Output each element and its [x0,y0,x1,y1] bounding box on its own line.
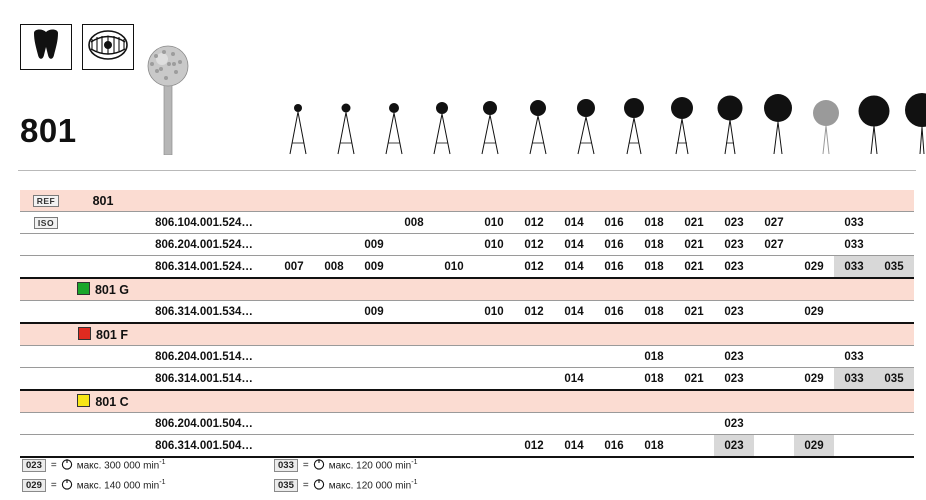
value-cell [714,190,754,212]
value-cell [754,256,794,279]
value-cell: 010 [474,234,514,256]
value-cell [354,278,394,301]
value-cell: 009 [354,234,394,256]
value-cell [314,346,354,368]
legend-equals: = [50,460,57,471]
value-cell: 014 [554,368,594,391]
value-cell [594,346,634,368]
value-cell: 018 [634,212,674,234]
value-cell [674,435,714,458]
value-cell [474,413,514,435]
spacer-cell [72,435,134,458]
value-cell [434,234,474,256]
value-cell: 014 [554,234,594,256]
value-cell [754,301,794,324]
value-cell [674,346,714,368]
value-cell [794,212,834,234]
iso-number: 806.314.001.504… [134,435,274,458]
tooth-icon [20,24,72,70]
bur-illustration-row [120,30,920,160]
value-cell [834,323,874,346]
value-cell [274,390,314,413]
value-cell [874,323,914,346]
value-cell [554,413,594,435]
value-cell [794,323,834,346]
ref-cell [20,368,72,391]
value-cell [554,190,594,212]
value-cell: 018 [634,435,674,458]
value-cell: 021 [674,212,714,234]
value-cell [674,390,714,413]
value-cell: 029 [794,256,834,279]
value-cell: 018 [634,368,674,391]
value-cell [794,346,834,368]
value-cell: 027 [754,212,794,234]
value-cell [874,234,914,256]
value-cell [474,323,514,346]
value-cell [394,346,434,368]
value-cell [834,435,874,458]
value-cell [674,278,714,301]
value-cell [474,435,514,458]
value-cell [434,368,474,391]
legend-equals: = [302,460,309,471]
ref-cell [20,346,72,368]
value-cell [514,413,554,435]
value-cell [354,346,394,368]
value-cell [394,190,434,212]
spacer-cell [72,212,134,234]
legend-code: 033 [274,459,298,472]
value-cell: 023 [714,234,754,256]
value-cell: 018 [634,234,674,256]
value-cell [554,390,594,413]
value-cell [754,368,794,391]
speed-icon [61,458,73,473]
value-cell [634,390,674,413]
value-cell [754,413,794,435]
group-name: 801 G [94,283,130,297]
specs-table [20,190,914,458]
value-cell: 010 [474,212,514,234]
value-cell: 012 [514,256,554,279]
ref-cell [20,301,72,324]
iso-cell [134,190,274,212]
value-cell: 014 [554,256,594,279]
iso-number: 806.314.001.514… [134,368,274,391]
value-cell: 016 [594,256,634,279]
table-row [20,301,914,324]
value-cell [274,212,314,234]
value-cell [434,346,474,368]
value-cell [394,234,434,256]
value-cell [874,346,914,368]
ref-cell [20,390,72,413]
value-cell: 021 [674,368,714,391]
value-cell: 016 [594,234,634,256]
bur-item [659,93,705,160]
value-cell: 033 [834,234,874,256]
value-cell [554,323,594,346]
value-cell [794,413,834,435]
value-cell [514,278,554,301]
value-cell [514,190,554,212]
value-cell [434,435,474,458]
table-row [20,435,914,458]
value-cell [434,212,474,234]
value-cell [314,368,354,391]
value-cell [754,435,794,458]
specs-table-wrap [20,190,910,458]
group-header-row [20,390,914,413]
ref-cell [20,234,72,256]
value-cell [554,278,594,301]
value-cell: 012 [514,301,554,324]
value-cell [474,190,514,212]
value-cell [874,435,914,458]
value-cell [274,413,314,435]
spacer-cell [72,368,134,391]
color-swatch-icon [78,327,91,340]
value-cell: 014 [554,435,594,458]
value-cell [434,190,474,212]
table-row [20,368,914,391]
value-cell [354,435,394,458]
value-cell [794,390,834,413]
ref-cell [20,278,72,301]
value-cell [274,190,314,212]
value-cell [274,278,314,301]
value-cell [794,278,834,301]
legend-item [274,478,526,493]
value-cell [314,323,354,346]
value-cell [754,323,794,346]
iso-number: 806.314.001.524… [134,256,274,279]
value-cell [394,435,434,458]
value-cell: 021 [674,234,714,256]
group-name: 801 [92,193,114,208]
value-cell: 027 [754,234,794,256]
value-cell: 023 [714,301,754,324]
spacer-cell [72,413,134,435]
value-cell [394,256,434,279]
value-cell [674,190,714,212]
value-cell: 016 [594,212,634,234]
iso-number: 806.314.001.534… [134,301,274,324]
iso-cell [134,323,274,346]
value-cell [834,390,874,413]
iso-number: 806.204.001.514… [134,346,274,368]
legend-equals: = [302,480,309,491]
bur-item [467,97,513,160]
group-header-row [20,323,914,346]
value-cell [514,390,554,413]
value-cell: 016 [594,301,634,324]
legend-code: 029 [22,479,46,492]
value-cell [354,413,394,435]
value-cell: 023 [714,413,754,435]
group-header-row [20,278,914,301]
value-cell [474,368,514,391]
value-cell [594,278,634,301]
value-cell: 029 [794,301,834,324]
bur-lead [138,40,198,160]
group-header-row [20,190,914,212]
value-cell [754,390,794,413]
legend-sup: -1 [159,479,166,487]
value-cell [794,190,834,212]
value-cell: 018 [634,301,674,324]
value-cell: 033 [834,212,874,234]
value-cell: 008 [394,212,434,234]
value-cell [314,390,354,413]
value-cell [794,234,834,256]
value-cell: 014 [554,301,594,324]
value-cell [754,190,794,212]
value-cell [274,346,314,368]
value-cell [594,368,634,391]
value-cell [354,212,394,234]
value-cell [274,368,314,391]
value-cell [834,301,874,324]
value-cell: 010 [434,256,474,279]
value-cell: 007 [274,256,314,279]
value-cell [394,278,434,301]
value-cell: 023 [714,346,754,368]
value-cell: 029 [794,368,834,391]
value-cell [634,278,674,301]
legend-row [22,478,582,493]
legend-item [22,458,274,473]
value-cell [674,413,714,435]
iso-cell [134,278,274,301]
legend-row [22,458,582,473]
value-cell [874,390,914,413]
value-cell [314,278,354,301]
value-cell [514,323,554,346]
value-cell [394,413,434,435]
ref-cell [20,212,72,234]
ref-cell [20,413,72,435]
value-cell [634,190,674,212]
value-cell [394,368,434,391]
value-cell: 012 [514,234,554,256]
value-cell [314,435,354,458]
legend-item [274,458,526,473]
page-title: 801 [20,112,77,149]
value-cell [434,390,474,413]
value-cell: 012 [514,435,554,458]
iso-badge: ISO [34,217,58,229]
value-cell [874,190,914,212]
group-name-cell [72,390,134,413]
bur-item [323,100,369,160]
value-cell: 021 [674,301,714,324]
bur-item [803,97,849,160]
table-row [20,413,914,435]
iso-cell [134,390,274,413]
legend-code: 035 [274,479,298,492]
value-cell: 016 [594,435,634,458]
value-cell: 009 [354,256,394,279]
value-cell [634,323,674,346]
value-cell [874,278,914,301]
value-cell [594,190,634,212]
value-cell: 008 [314,256,354,279]
value-cell [434,323,474,346]
value-cell [314,190,354,212]
value-cell [474,256,514,279]
ref-cell [20,190,72,212]
group-name-cell [72,323,134,346]
bur-item [515,96,561,160]
value-cell [434,278,474,301]
value-cell [394,323,434,346]
value-cell [274,435,314,458]
value-cell [634,413,674,435]
bur-item [851,93,897,160]
value-cell [354,323,394,346]
group-name-cell [72,190,134,212]
value-cell [314,212,354,234]
legend-equals: = [50,480,57,491]
value-cell [474,346,514,368]
legend-text: макс. 140 000 $\min^{-1}$ [76,479,166,492]
bur-item [707,92,753,160]
value-cell [474,278,514,301]
value-cell [714,278,754,301]
value-cell [354,368,394,391]
value-cell: 018 [634,256,674,279]
value-cell [594,323,634,346]
value-cell [594,390,634,413]
value-cell [274,234,314,256]
bur-item [371,99,417,160]
value-cell: 009 [354,301,394,324]
value-cell [834,278,874,301]
value-cell [434,301,474,324]
header-divider [18,170,916,171]
bur-item [755,91,801,160]
value-cell: 033 [834,346,874,368]
legend-sup: -1 [411,479,418,487]
group-name: 801 C [95,395,129,409]
value-cell [274,301,314,324]
bur-item [275,100,321,160]
header [0,0,926,172]
value-cell: 023 [714,435,754,458]
value-cell: 033 [834,256,874,279]
value-cell: 018 [634,346,674,368]
bur-item [611,94,657,160]
group-name-cell [72,278,134,301]
value-cell [394,390,434,413]
legend-sup: -1 [411,459,418,467]
value-cell [514,368,554,391]
value-cell [754,346,794,368]
value-cell [434,413,474,435]
ref-cell [20,435,72,458]
speed-icon [313,478,325,493]
value-cell [514,346,554,368]
value-cell [714,390,754,413]
value-cell [314,413,354,435]
value-cell [674,323,714,346]
table-row [20,256,914,279]
iso-number: 806.204.001.524… [134,234,274,256]
value-cell [834,413,874,435]
legend [22,458,582,498]
specs-table-body [20,190,914,457]
value-cell: 033 [834,368,874,391]
speed-icon [61,478,73,493]
value-cell [314,234,354,256]
legend-text: макс. 120 000 $\min^{-1}$ [328,479,418,492]
value-cell [714,323,754,346]
bur-item [563,95,609,160]
spacer-cell [72,301,134,324]
value-cell: 010 [474,301,514,324]
bur-item [899,91,926,160]
legend-code: 023 [22,459,46,472]
value-cell: 023 [714,368,754,391]
value-cell [354,390,394,413]
value-cell [274,323,314,346]
group-name: 801 F [96,328,128,342]
iso-number: 806.204.001.504… [134,413,274,435]
value-cell: 023 [714,212,754,234]
value-cell [874,301,914,324]
value-cell: 021 [674,256,714,279]
ref-cell [20,323,72,346]
value-cell [874,413,914,435]
value-cell [834,190,874,212]
spacer-cell [72,346,134,368]
iso-number: 806.104.001.524… [134,212,274,234]
spacer-cell [72,256,134,279]
value-cell [754,278,794,301]
bur-item [419,98,465,160]
value-cell [394,301,434,324]
value-cell: 014 [554,212,594,234]
color-swatch-icon [77,282,90,295]
ref-cell [20,256,72,279]
value-cell [594,413,634,435]
value-cell: 035 [874,368,914,391]
value-cell: 029 [794,435,834,458]
table-row [20,346,914,368]
value-cell [874,212,914,234]
legend-text: макс. 300 000 $\min^{-1}$ [76,459,166,472]
value-cell: 012 [514,212,554,234]
value-cell: 035 [874,256,914,279]
value-cell [354,190,394,212]
value-cell: 023 [714,256,754,279]
spacer-cell [72,234,134,256]
table-row [20,212,914,234]
value-cell [474,390,514,413]
legend-text: макс. 120 000 $\min^{-1}$ [328,459,418,472]
value-cell [554,346,594,368]
legend-item [22,478,274,493]
ref-badge: REF [33,195,60,207]
color-swatch-icon [77,394,90,407]
legend-sup: -1 [159,459,166,467]
value-cell [314,301,354,324]
table-row [20,234,914,256]
speed-icon [313,458,325,473]
